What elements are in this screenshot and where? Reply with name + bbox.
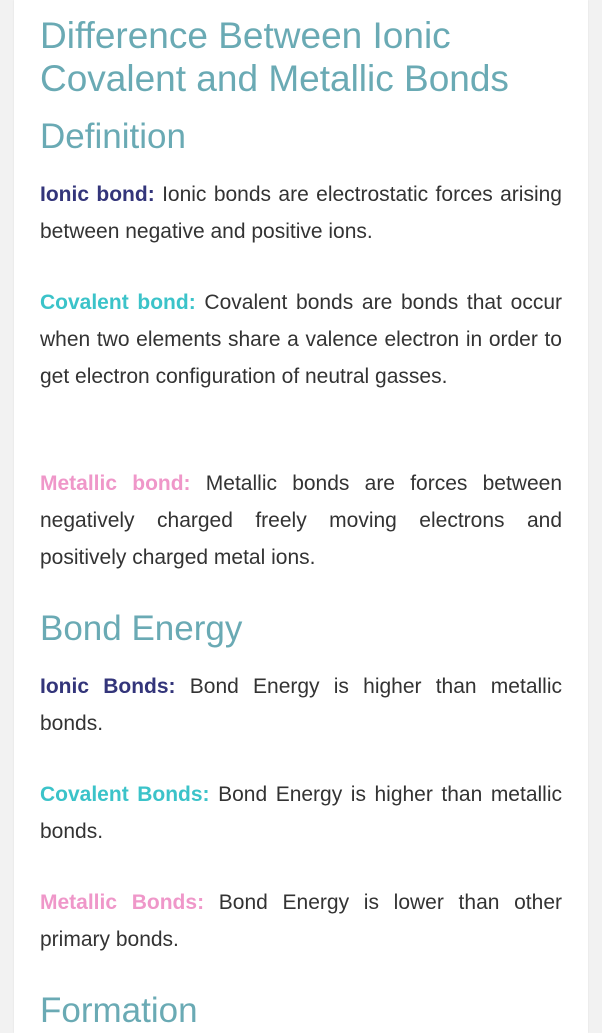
definition-ionic-text: Ionic bonds are electrostatic forces arising between negative and positive ions. xyxy=(40,183,562,243)
bond-energy-ionic-text: Bond Energy is higher than metallic bonds. xyxy=(40,675,562,735)
bond-energy-covalent-term: Covalent Bonds: xyxy=(40,783,210,806)
definition-ionic-paragraph xyxy=(40,176,562,250)
definition-metallic-text: Metallic bonds are forces between negatively charged freely moving electrons and positively charged metal ions. xyxy=(40,472,563,569)
definition-covalent-paragraph xyxy=(40,284,562,395)
bond-energy-ionic-paragraph xyxy=(40,668,562,742)
bond-energy-covalent-text: Bond Energy is higher than metallic bonds. xyxy=(40,783,562,843)
definition-metallic-paragraph xyxy=(40,465,562,576)
definition-covalent-text: Covalent bonds are bonds that occur when two elements share a valence electron in order to get electron configuration of neutral gasses. xyxy=(40,291,563,388)
section-heading-bond-energy: Bond Energy xyxy=(40,609,243,648)
bond-energy-metallic-paragraph xyxy=(40,884,562,958)
definition-covalent-term: Covalent bond: xyxy=(40,291,196,314)
section-heading-definition: Definition xyxy=(40,117,186,156)
section-heading-formation: Formation xyxy=(40,991,198,1030)
article-title: Difference Between Ionic Covalent and Metallic Bonds xyxy=(40,15,509,99)
bond-energy-metallic-text: Bond Energy is lower than other primary bonds. xyxy=(40,891,562,951)
article-page xyxy=(14,0,588,1033)
bond-energy-metallic-term: Metallic Bonds: xyxy=(40,891,205,914)
definition-metallic-term: Metallic bond: xyxy=(40,472,191,495)
bond-energy-covalent-paragraph xyxy=(40,776,562,850)
bond-energy-ionic-term: Ionic Bonds: xyxy=(40,675,176,698)
definition-ionic-term: Ionic bond: xyxy=(40,183,155,206)
